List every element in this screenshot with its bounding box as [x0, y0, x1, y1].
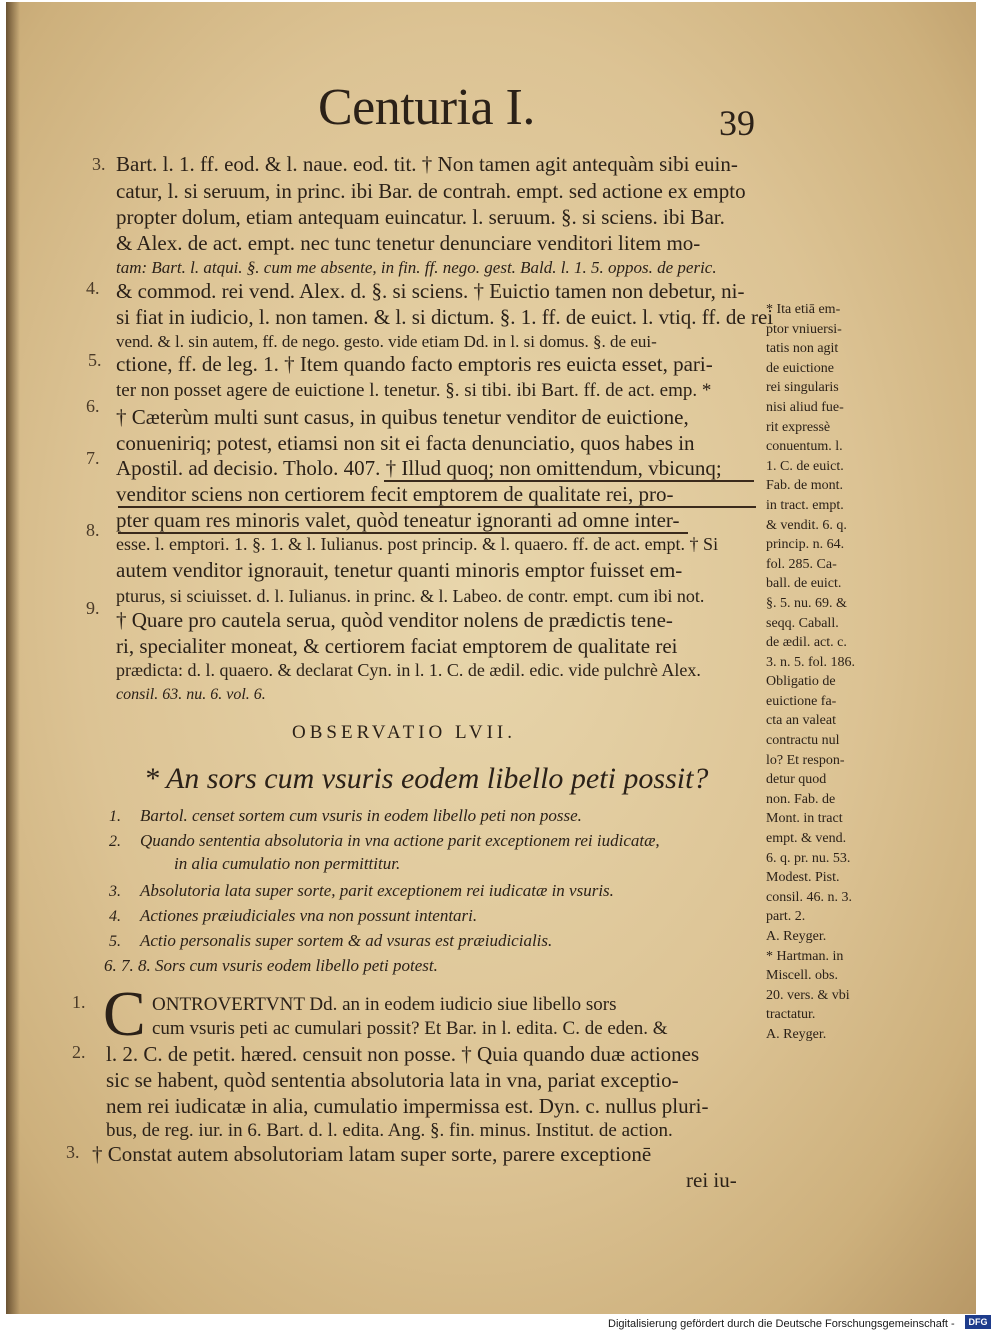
margin-note-line: conuentum. l.: [766, 439, 843, 455]
text-line: ter non posset agere de euictione l. tenetur. §. si tibi. ibi Bart. ff. de act. emp. *: [116, 380, 712, 401]
text-line: & commod. rei vend. Alex. d. §. si sciens. † Euictio tamen non debetur, ni-: [116, 279, 745, 303]
text-line: & Alex. de act. empt. nec tunc tenetur denunciare venditori litem mo-: [116, 231, 701, 255]
summary-number: 3.: [109, 883, 121, 900]
summary-number: 4.: [109, 908, 121, 925]
running-title: Centuria I.: [318, 79, 535, 136]
summary-item: 6. 7. 8. Sors cum vsuris eodem libello peti potest.: [104, 956, 438, 975]
margin-note-line: 3. n. 5. fol. 186.: [766, 654, 856, 670]
line-number: 2.: [72, 1042, 86, 1062]
margin-note-line: 6. q. pr. nu. 53.: [766, 850, 851, 866]
text-line: cum vsuris peti ac cumulari possit? Et Bar. in l. edita. C. de eden. &: [152, 1018, 668, 1039]
text-line: tam: Bart. l. atqui. §. cum me absente, in fin. ff. nego. gest. Bald. l. 1. 5. oppos. de peric.: [116, 258, 717, 277]
line-number: 1.: [72, 992, 86, 1012]
margin-note-line: part. 2.: [766, 909, 806, 925]
ink-underline: [118, 532, 688, 534]
line-number: 6.: [86, 396, 100, 416]
margin-note-line: seqq. Caball.: [766, 615, 839, 631]
observatio-heading: OBSERVATIO LVII.: [292, 722, 516, 743]
text-line: pter quam res minoris valet, quòd teneatur ignoranti ad omne inter-: [116, 508, 680, 532]
margin-note-line: lo? Et respon-: [766, 752, 845, 768]
text-line: † Constat autem absolutoriam latam super sorte, parere exceptionē: [92, 1142, 652, 1166]
margin-note-line: detur quod: [766, 772, 827, 788]
text-line: Bart. l. 1. ff. eod. & l. naue. eod. tit. † Non tamen agit antequàm sibi euin-: [116, 152, 738, 176]
margin-note-line: rit expressè: [766, 419, 831, 435]
margin-note-line: consil. 46. n. 3.: [766, 889, 852, 905]
margin-note-line: cta an valeat: [766, 713, 836, 729]
margin-note-line: ptor vniuersi-: [766, 321, 842, 337]
margin-note-line: tatis non agit: [766, 341, 839, 357]
text-line: l. 2. C. de petit. hæred. censuit non posse. † Quia quando duæ actiones: [106, 1042, 700, 1066]
text-line: pturus, si sciuisset. d. l. Iulianus. in princ. & l. Labeo. de contr. empt. cum ibi not.: [116, 586, 705, 606]
summary-number: 2.: [109, 833, 121, 850]
margin-note-line: fol. 285. Ca-: [766, 556, 837, 572]
margin-note-line: Mont. in tract: [766, 811, 843, 827]
margin-note-line: ball. de euict.: [766, 576, 842, 592]
margin-note-line: * Ita etiā em-: [766, 302, 841, 317]
margin-note-line: A. Reyger.: [766, 1026, 827, 1042]
text-line: esse. l. emptori. 1. §. 1. & l. Iulianus. post princip. & l. quaero. ff. de act. empt. † Si: [116, 534, 719, 554]
text-line: autem venditor ignorauit, tenetur quanti minoris emptor fuisset em-: [116, 558, 683, 582]
text-line: ri, specialiter moneat, & certiorem faciat emptorem de qualitate rei: [116, 634, 678, 658]
text-line: ctione, ff. de leg. 1. † Item quando facto emptoris res euicta esset, pari-: [116, 352, 713, 376]
text-line: bus, de reg. iur. in 6. Bart. d. l. edita. Ang. §. fin. minus. Institut. de action.: [106, 1120, 673, 1141]
catchword: rei iu-: [686, 1168, 737, 1192]
book-page: [6, 2, 976, 1314]
text-line: nem rei iudicatæ in alia, cumulatio impermissa est. Dyn. c. nullus pluri-: [106, 1094, 709, 1118]
line-number: 8.: [86, 520, 100, 540]
margin-note-line: 1. C. de euict.: [766, 458, 844, 474]
margin-note-line: princip. n. 64.: [766, 537, 845, 553]
margin-note-line: Obligatio de: [766, 674, 836, 690]
dfg-logo: DFG: [965, 1315, 991, 1329]
summary-number: 5.: [109, 933, 121, 950]
margin-note-line: euictione fa-: [766, 693, 837, 709]
margin-note-line: §. 5. nu. 69. &: [766, 595, 847, 611]
margin-note-line: in tract. empt.: [766, 497, 844, 513]
margin-note-line: contractu nul: [766, 733, 840, 749]
summary-item: Bartol. censet sortem cum vsuris in eodem libello peti non posse.: [140, 806, 582, 825]
margin-note-line: rei singularis: [766, 380, 839, 396]
margin-note-line: nisi aliud fue-: [766, 399, 844, 415]
margin-note-line: non. Fab. de: [766, 791, 836, 807]
margin-note-line: & vendit. 6. q.: [766, 517, 847, 533]
summary-item: Quando sententia absolutoria in vna actione parit exceptionem rei iudicatæ,: [140, 831, 660, 850]
text-line: † Quare pro cautela serua, quòd venditor nolens de prædictis tene-: [116, 608, 673, 632]
summary-item: in alia cumulatio non permittitur.: [174, 854, 401, 873]
margin-note-line: tractatur.: [766, 1007, 816, 1023]
summary-item: Actiones præiudiciales vna non possunt intentari.: [140, 906, 478, 925]
text-line: vend. & l. sin autem, ff. de nego. gesto. vide etiam Dd. in l. si domus. §. de eui-: [116, 332, 657, 351]
summary-item: Actio personalis super sortem & ad vsuras est præiudicialis.: [140, 931, 553, 950]
margin-note-line: de ædil. act. c.: [766, 635, 847, 651]
margin-note-line: Modest. Pist.: [766, 870, 840, 886]
line-number: 9.: [86, 598, 100, 618]
text-line: ONTROVERTVNT Dd. an in eodem iudicio siue libello sors: [152, 994, 617, 1015]
line-number: 3.: [92, 154, 106, 174]
digitization-credit: Digitalisierung gefördert durch die Deutsche Forschungsgemeinschaft -: [608, 1318, 955, 1330]
ink-underline: [384, 480, 754, 482]
margin-note-line: Miscell. obs.: [766, 968, 838, 984]
line-number: 7.: [86, 448, 100, 468]
text-line: consil. 63. nu. 6. vol. 6.: [116, 686, 266, 703]
margin-note-line: 20. vers. & vbi: [766, 987, 850, 1003]
page-number: 39: [719, 103, 755, 143]
margin-note-line: de euictione: [766, 360, 835, 376]
line-number: 5.: [88, 350, 102, 370]
line-number: 4.: [86, 278, 100, 298]
text-line: Apostil. ad decisio. Tholo. 407. † Illud quoq; non omittendum, vbicunq;: [116, 456, 722, 480]
text-line: prædicta: d. l. quaero. & declarat Cyn. in l. 1. C. de ædil. edic. vide pulchrè Alex.: [116, 660, 701, 680]
text-line: propter dolum, etiam antequam euincatur. l. seruum. §. si sciens. ibi Bar.: [116, 205, 725, 229]
margin-note-line: Fab. de mont.: [766, 478, 843, 494]
text-line: venditor sciens non certiorem fecit emptorem de qualitate rei, pro-: [116, 482, 674, 506]
margin-note-line: empt. & vend.: [766, 831, 847, 847]
margin-note-line: A. Reyger.: [766, 929, 827, 944]
text-line: catur, l. si seruum, in princ. ibi Bar. de contrah. empt. sed actione ex empto: [116, 179, 746, 203]
summary-number: 1.: [109, 808, 121, 825]
text-line: si fiat in iudicio, l. non tamen. & l. si dictum. §. 1. ff. de euict. l. vtiq. ff. de rei: [116, 305, 774, 329]
text-line: conueniriq; potest, etiamsi non sit ei facta denunciatio, quos habes in: [116, 431, 695, 455]
ink-underline: [118, 506, 756, 508]
margin-notes: [766, 300, 896, 1045]
margin-note-line: * Hartman. in: [766, 948, 844, 964]
line-number: 3.: [66, 1142, 80, 1162]
text-line: † Cæterùm multi sunt casus, in quibus tenetur venditor de euictione,: [116, 405, 689, 429]
text-line: sic se habent, quòd sententia absolutoria lata in vna, pariat exceptio-: [106, 1068, 679, 1092]
drop-capital: C: [103, 978, 146, 1049]
summary-item: Absolutoria lata super sorte, parit exceptionem rei iudicatæ in vsuris.: [140, 881, 614, 900]
observatio-question: * An sors cum vsuris eodem libello peti possit?: [144, 762, 709, 795]
